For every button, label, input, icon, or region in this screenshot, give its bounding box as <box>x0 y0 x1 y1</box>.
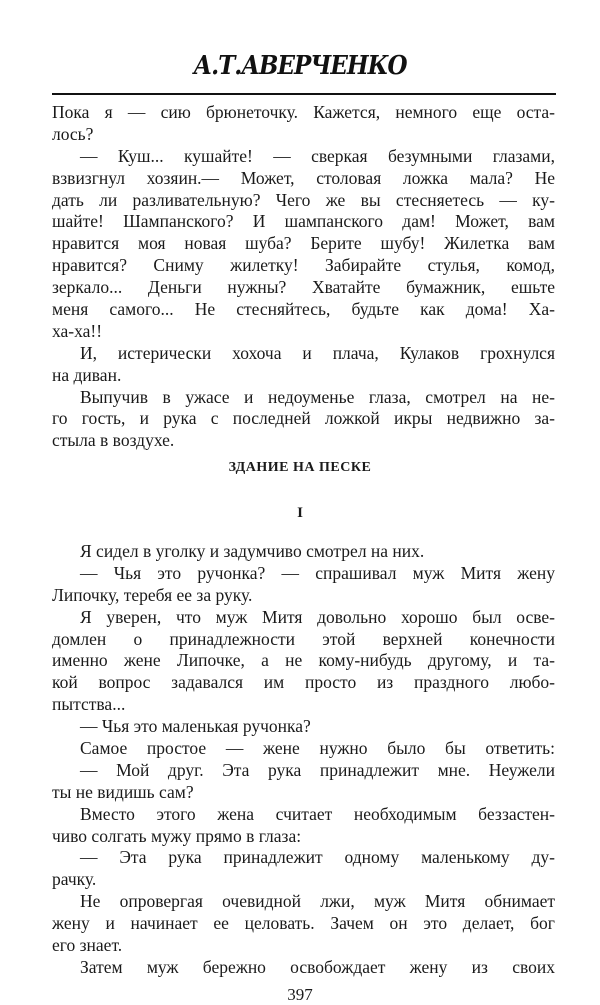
text-line: го гость, и рука с последней ложкой икры недвижно за- <box>52 408 555 429</box>
text-line: зеркало... Деньги нужны? Хватайте бумажник, ешьте <box>52 277 555 298</box>
text-line: чиво солгать мужу прямо в глаза: <box>52 825 302 846</box>
header-rule <box>52 93 556 95</box>
text-line: рачку. <box>52 869 97 890</box>
text-line: домлен о принадлежности этой верхней конечности <box>52 628 555 649</box>
text-line: лось? <box>52 123 94 144</box>
text-line: нравится? Сниму жилетку! Забирайте стулья, комод, <box>52 255 555 276</box>
text-line: именно жене Липочке, а не кому-нибудь другому, и та- <box>52 650 555 671</box>
text-line: — Куш... кушайте! — сверкая безумными глазами, <box>80 145 555 166</box>
text-line: Выпучив в ужасе и недоуменье глаза, смотрел на не- <box>80 386 555 407</box>
page-number: 397 <box>287 985 313 1004</box>
text-line: на диван. <box>52 364 122 385</box>
text-line: Пока я — сию брюнеточку. Кажется, немного еще оста- <box>52 102 555 122</box>
text-block-story <box>52 541 555 979</box>
text-line: его знает. <box>52 935 123 956</box>
text-line: — Чья это маленькая ручонка? <box>80 716 311 737</box>
text-line: И, истерически хохоча и плача, Кулаков грохнулся <box>80 342 555 363</box>
text-line: жену и начинает ее целовать. Зачем он это делает, бог <box>52 913 555 934</box>
text-line: Самое простое — жене нужно было бы ответить: <box>80 738 555 759</box>
text-line: Затем муж бережно освобождает жену из своих <box>80 956 555 977</box>
text-line: ты не видишь сам? <box>52 781 194 802</box>
chapter-number: I <box>297 505 303 521</box>
text-line: взвизгнул хозяин.— Может, столовая ложка мала? Не <box>52 167 555 188</box>
text-line: — Эта рука принадлежит одному маленькому ду- <box>80 847 555 868</box>
story-title: ЗДАНИЕ НА ПЕСКЕ <box>228 460 372 475</box>
text-line: Я уверен, что муж Митя довольно хорошо был осве- <box>80 606 555 627</box>
text-line: кой вопрос задавался им просто из праздного любо- <box>52 672 555 693</box>
text-line: Я сидел в уголку и задумчиво смотрел на них. <box>80 541 425 561</box>
text-line: Не опровергая очевидной лжи, муж Митя обнимает <box>80 891 555 912</box>
text-line: пытства... <box>52 694 126 715</box>
text-line: — Мой друг. Эта рука принадлежит мне. Неужели <box>80 759 555 780</box>
text-line: Вместо этого жена считает необходимым беззастен- <box>80 803 555 824</box>
text-block-previous-story <box>52 102 555 452</box>
text-line: дать ли разливательную? Чего же вы стесняетесь — ку- <box>52 189 555 210</box>
text-line: меня самого... Не стесняйтесь, будьте как дома! Ха- <box>52 299 555 320</box>
running-header-author-logo: А.Т.АВЕРЧЕНКО <box>193 49 407 82</box>
text-line: нравится моя новая шуба? Берите шубу! Жилетка вам <box>52 233 555 254</box>
text-line: ха-ха!! <box>52 320 103 341</box>
text-line: шайте! Шампанского? И шампанского дам! Может, вам <box>52 211 555 232</box>
text-line: стыла в воздухе. <box>52 430 175 451</box>
text-line: Липочку, теребя ее за руку. <box>52 584 253 605</box>
text-line: — Чья это ручонка? — спрашивал муж Митя жену <box>80 562 555 583</box>
